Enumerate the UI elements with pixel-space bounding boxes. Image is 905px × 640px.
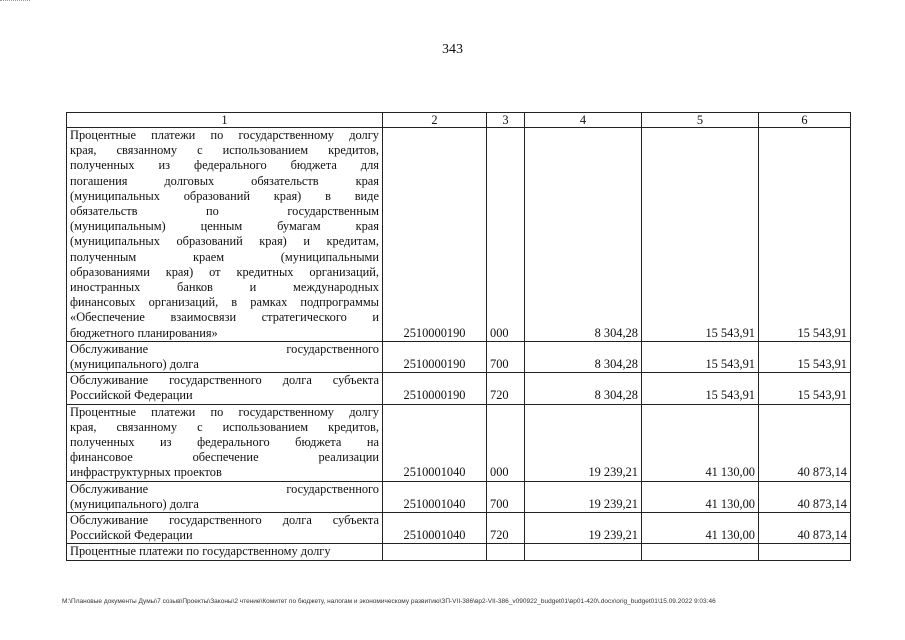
description-line: финансовое обеспечение реализации [70, 450, 379, 465]
description-line: бюджетного планирования» [70, 325, 218, 340]
description-line: края, связанному с использованием кредитов, [70, 143, 379, 158]
row-value-col-6: 15 543,91 [759, 128, 851, 342]
row-value-col-5 [642, 544, 759, 560]
description-line: финансовых организаций, в рамках подпрограммы [70, 295, 379, 310]
description-line: Обслуживание государственного [70, 341, 379, 356]
description-line: (муниципального) долга [70, 357, 199, 372]
description-line: Процентные платежи по государственному долгу [70, 544, 331, 559]
header-col-2: 2 [383, 113, 487, 128]
row-expense-type: 720 [487, 373, 525, 404]
row-target-code: 2510001040 [383, 481, 487, 512]
row-description [67, 544, 383, 560]
header-col-1: 1 [67, 113, 383, 128]
row-description [67, 128, 383, 342]
table-row [67, 373, 851, 404]
table-row [67, 513, 851, 544]
description-line: Процентные платежи по государственному долгу [70, 128, 379, 142]
description-line: обязательств по государственным [70, 204, 379, 219]
row-value-col-5: 41 130,00 [642, 404, 759, 481]
table-row [67, 404, 851, 481]
description-line: (муниципальным) ценным бумагам края [70, 219, 379, 234]
description-line: Обслуживание государственного [70, 481, 379, 496]
budget-table [66, 112, 851, 561]
header-col-3: 3 [487, 113, 525, 128]
description-line: Процентные платежи по государственному долгу [70, 404, 379, 419]
row-expense-type: 000 [487, 128, 525, 342]
header-col-4: 4 [525, 113, 642, 128]
description-line: иностранных банков и международных [70, 280, 379, 295]
row-expense-type: 700 [487, 341, 525, 372]
row-value-col-5: 15 543,91 [642, 128, 759, 342]
row-target-code: 2510000190 [383, 341, 487, 372]
description-line: Обслуживание государственного долга субъекта [70, 373, 379, 388]
row-value-col-6: 15 543,91 [759, 373, 851, 404]
description-line: Обслуживание государственного долга субъекта [70, 513, 379, 528]
file-path-footer: M:\Плановые документы Думы\7 созыв\Проекты\Законы\2 чтение\Комитет по бюджету, налогам и экономическому развитию\ЗП-VII-386\вр2-VII-386_v090922_budget01\вр01-420\.docx\orig_budget01\15.09.2022 9:03:46 [62, 598, 716, 605]
description-line: (муниципального) долга [70, 496, 199, 511]
table-header-row [67, 113, 851, 128]
row-value-col-6 [759, 544, 851, 560]
description-line: полученных из федерального бюджета на [70, 435, 379, 450]
description-line: «Обеспечение взаимосвязи стратегического и [70, 310, 379, 325]
description-line: погашения долговых обязательств края [70, 173, 379, 188]
row-value-col-5: 15 543,91 [642, 341, 759, 372]
row-value-col-5: 41 130,00 [642, 481, 759, 512]
row-value-col-4: 19 239,21 [525, 404, 642, 481]
row-target-code: 2510001040 [383, 513, 487, 544]
scan-corner-mark [0, 0, 30, 5]
row-expense-type: 000 [487, 404, 525, 481]
row-value-col-6: 15 543,91 [759, 341, 851, 372]
row-value-col-5: 15 543,91 [642, 373, 759, 404]
description-line: инфраструктурных проектов [70, 465, 222, 480]
page-number: 343 [442, 42, 463, 57]
description-line: (муниципальных образований края) и кредитам, [70, 234, 379, 249]
description-line: полученным краем (муниципальными [70, 249, 379, 264]
description-line: Российской Федерации [70, 388, 193, 403]
table-row [67, 341, 851, 372]
description-line: полученных из федерального бюджета для [70, 158, 379, 173]
row-expense-type: 700 [487, 481, 525, 512]
header-col-5: 5 [642, 113, 759, 128]
row-description [67, 341, 383, 372]
table-row [67, 544, 851, 560]
row-target-code: 2510001040 [383, 404, 487, 481]
description-line: (муниципальных образований края) в виде [70, 188, 379, 203]
row-value-col-6: 40 873,14 [759, 404, 851, 481]
row-value-col-4: 8 304,28 [525, 341, 642, 372]
table-row [67, 128, 851, 342]
row-description [67, 513, 383, 544]
row-value-col-4: 8 304,28 [525, 128, 642, 342]
header-col-6: 6 [759, 113, 851, 128]
row-target-code: 2510000190 [383, 373, 487, 404]
row-target-code: 2510000190 [383, 128, 487, 342]
row-description [67, 373, 383, 404]
description-line: Российской Федерации [70, 528, 193, 543]
row-expense-type: 720 [487, 513, 525, 544]
row-value-col-5: 41 130,00 [642, 513, 759, 544]
table-row [67, 481, 851, 512]
row-value-col-6: 40 873,14 [759, 513, 851, 544]
row-value-col-6: 40 873,14 [759, 481, 851, 512]
row-target-code [383, 544, 487, 560]
description-line: края, связанному с использованием кредитов, [70, 419, 379, 434]
row-description [67, 404, 383, 481]
row-value-col-4: 19 239,21 [525, 513, 642, 544]
row-value-col-4: 19 239,21 [525, 481, 642, 512]
row-value-col-4 [525, 544, 642, 560]
row-description [67, 481, 383, 512]
description-line: образованиями края) от кредитных организаций, [70, 264, 379, 279]
row-expense-type [487, 544, 525, 560]
row-value-col-4: 8 304,28 [525, 373, 642, 404]
